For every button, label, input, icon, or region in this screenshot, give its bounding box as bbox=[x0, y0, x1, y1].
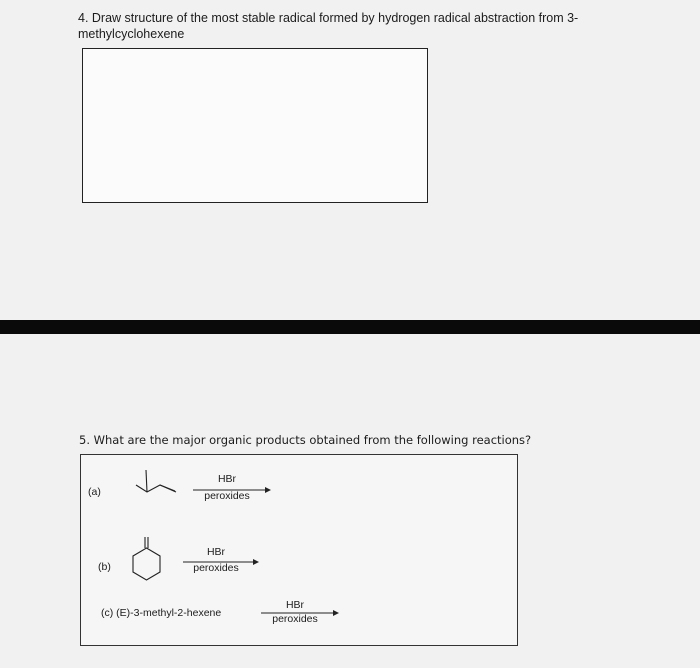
alkene-structure-a bbox=[133, 465, 183, 497]
reactions-box bbox=[80, 454, 518, 646]
reaction-c-label: (c) bbox=[101, 607, 114, 619]
answer-box-q4[interactable] bbox=[82, 48, 428, 203]
methylenecyclohexane-structure-b bbox=[129, 535, 163, 585]
reaction-a-label: (a) bbox=[88, 486, 101, 498]
reaction-b-condition: peroxides bbox=[193, 562, 239, 574]
reaction-c-condition: peroxides bbox=[272, 613, 318, 625]
question-4 bbox=[78, 10, 638, 42]
reaction-c-reagent: HBr bbox=[285, 599, 305, 611]
reaction-b-label: (b) bbox=[98, 561, 111, 573]
reaction-c-compound: (E)-3-methyl-2-hexene bbox=[116, 607, 222, 619]
question-4-line-2: methylcyclohexene bbox=[78, 27, 185, 41]
reaction-c-label-and-compound bbox=[101, 607, 221, 619]
separator-bar bbox=[0, 320, 700, 334]
question-5-prompt: 5. What are the major organic products obtained from the following reactions? bbox=[79, 433, 532, 447]
reaction-b-reagent: HBr bbox=[206, 546, 226, 558]
reaction-a-reagent: HBr bbox=[217, 473, 237, 485]
reaction-a-condition: peroxides bbox=[204, 490, 250, 502]
question-4-line-1: 4. Draw structure of the most stable radical formed by hydrogen radical abstraction from 3- bbox=[78, 11, 579, 25]
